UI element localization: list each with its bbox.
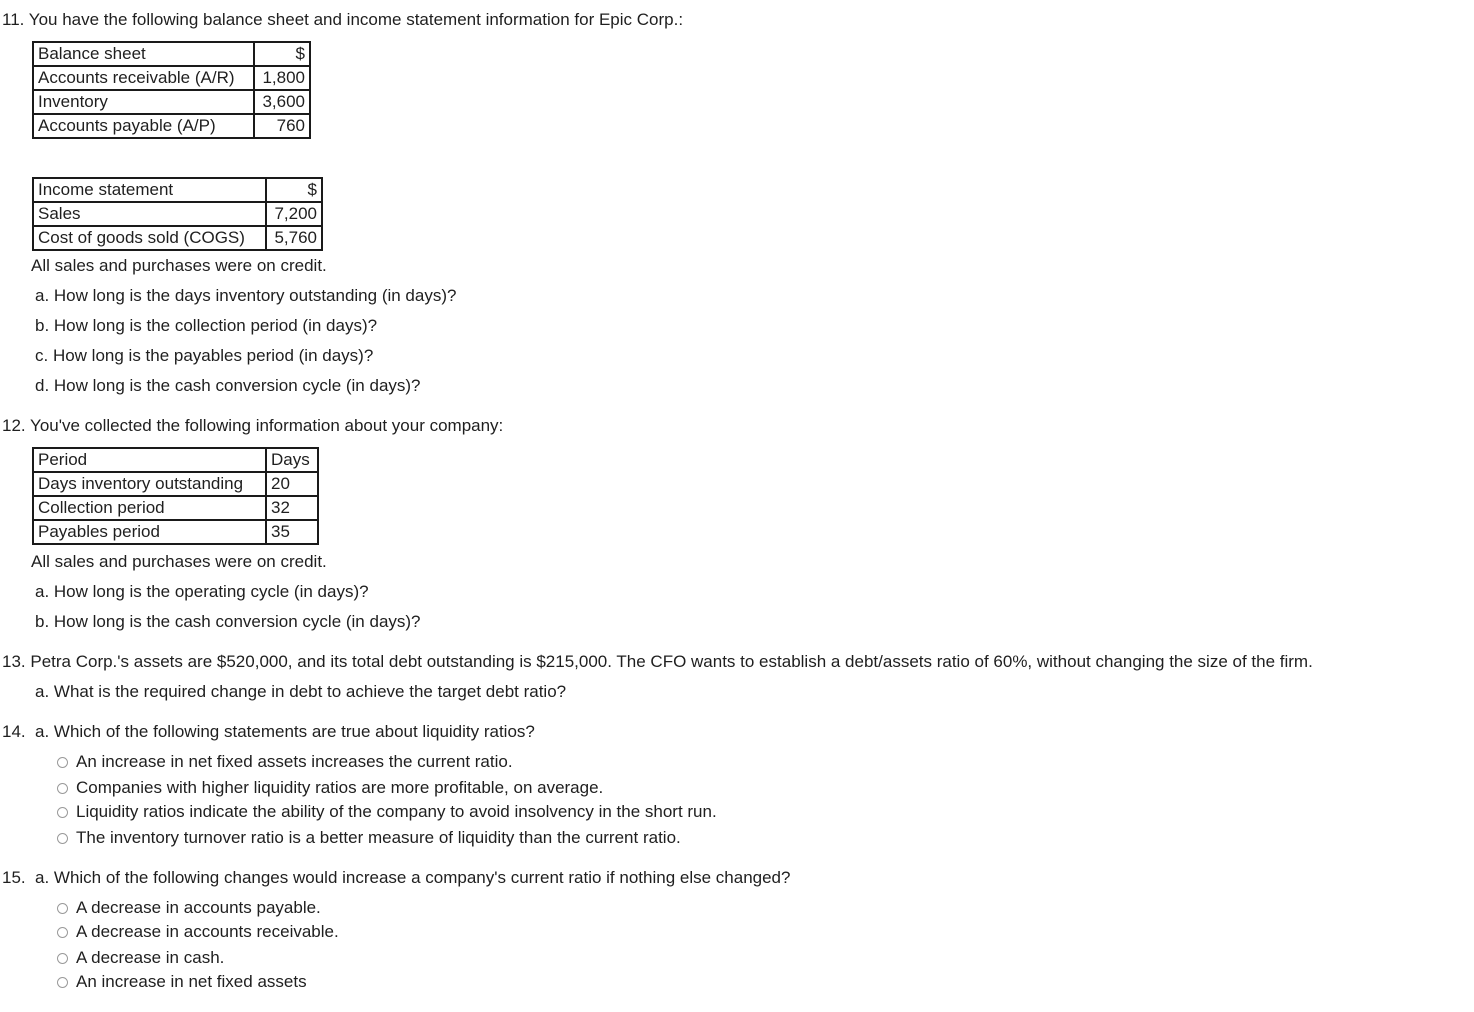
- q14-option-1-radio[interactable]: [57, 757, 68, 768]
- table-row: [33, 202, 322, 226]
- q15-option-4-label[interactable]: An increase in net fixed assets: [76, 972, 307, 991]
- table-cell: 5,760: [266, 226, 322, 250]
- table-cell: 7,200: [266, 202, 322, 226]
- table-cell: 32: [266, 496, 318, 520]
- table-row: [33, 472, 318, 496]
- table-row: [33, 448, 318, 472]
- q14-number: 14.: [2, 722, 26, 741]
- table-header-cell: Income statement: [33, 178, 266, 202]
- q11-stem: 11. You have the following balance sheet and income statement information for Epic Corp.:: [2, 10, 684, 29]
- q15-option-1-label[interactable]: A decrease in accounts payable.: [76, 898, 321, 917]
- q12-part-b: b. How long is the cash conversion cycle (in days)?: [35, 612, 421, 631]
- q15-option-2-label[interactable]: A decrease in accounts receivable.: [76, 922, 339, 941]
- table-cell: Cost of goods sold (COGS): [33, 226, 266, 250]
- q11-balance-sheet-table: [32, 41, 311, 139]
- q11-income-statement-table: [32, 177, 323, 251]
- q12-part-a: a. How long is the operating cycle (in days)?: [35, 582, 369, 601]
- q15-option-2-radio[interactable]: [57, 927, 68, 938]
- table-cell: Accounts receivable (A/R): [33, 66, 254, 90]
- table-cell: Sales: [33, 202, 266, 226]
- table-row: [33, 226, 322, 250]
- table-cell: 760: [254, 114, 310, 138]
- q15-question: a. Which of the following changes would increase a company's current ratio if nothing else changed?: [35, 868, 791, 887]
- q15-option-1-radio[interactable]: [57, 903, 68, 914]
- q13-stem: 13. Petra Corp.'s assets are $520,000, and its total debt outstanding is $215,000. The CFO wants to establish a debt/assets ratio of 60%, without changing the size of the firm.: [2, 652, 1313, 671]
- q12-period-table: [32, 447, 319, 545]
- q12-note: All sales and purchases were on credit.: [31, 552, 327, 571]
- table-row: [33, 114, 310, 138]
- q14-option-1-label[interactable]: An increase in net fixed assets increases the current ratio.: [76, 752, 513, 771]
- q11-part-d: d. How long is the cash conversion cycle (in days)?: [35, 376, 421, 395]
- q11-part-a: a. How long is the days inventory outstanding (in days)?: [35, 286, 457, 305]
- table-row: [33, 42, 310, 66]
- table-cell: Payables period: [33, 520, 266, 544]
- q15-option-3-radio[interactable]: [57, 953, 68, 964]
- table-cell: Accounts payable (A/P): [33, 114, 254, 138]
- table-row: [33, 90, 310, 114]
- table-header-cell: $: [266, 178, 322, 202]
- q14-option-4-radio[interactable]: [57, 833, 68, 844]
- table-header-cell: $: [254, 42, 310, 66]
- q14-option-3-label[interactable]: Liquidity ratios indicate the ability of the company to avoid insolvency in the short run.: [76, 802, 717, 821]
- table-row: [33, 520, 318, 544]
- table-cell: 20: [266, 472, 318, 496]
- q11-part-c: c. How long is the payables period (in days)?: [35, 346, 374, 365]
- table-cell: Collection period: [33, 496, 266, 520]
- q15-option-4-radio[interactable]: [57, 977, 68, 988]
- table-cell: 1,800: [254, 66, 310, 90]
- table-cell: 35: [266, 520, 318, 544]
- table-header-cell: Days: [266, 448, 318, 472]
- q14-option-3-radio[interactable]: [57, 807, 68, 818]
- table-cell: 3,600: [254, 90, 310, 114]
- q11-note: All sales and purchases were on credit.: [31, 256, 327, 275]
- q11-part-b: b. How long is the collection period (in days)?: [35, 316, 378, 335]
- q15-option-3-label[interactable]: A decrease in cash.: [76, 948, 225, 967]
- table-header-cell: Balance sheet: [33, 42, 254, 66]
- table-row: [33, 178, 322, 202]
- q14-option-2-radio[interactable]: [57, 783, 68, 794]
- q12-stem: 12. You've collected the following information about your company:: [2, 416, 504, 435]
- q14-option-2-label[interactable]: Companies with higher liquidity ratios are more profitable, on average.: [76, 778, 604, 797]
- q14-option-4-label[interactable]: The inventory turnover ratio is a better measure of liquidity than the current ratio.: [76, 828, 681, 847]
- table-cell: Inventory: [33, 90, 254, 114]
- table-cell: Days inventory outstanding: [33, 472, 266, 496]
- q13-part-a: a. What is the required change in debt to achieve the target debt ratio?: [35, 682, 567, 701]
- table-row: [33, 66, 310, 90]
- table-row: [33, 496, 318, 520]
- table-header-cell: Period: [33, 448, 266, 472]
- q15-number: 15.: [2, 868, 26, 887]
- q14-question: a. Which of the following statements are true about liquidity ratios?: [35, 722, 535, 741]
